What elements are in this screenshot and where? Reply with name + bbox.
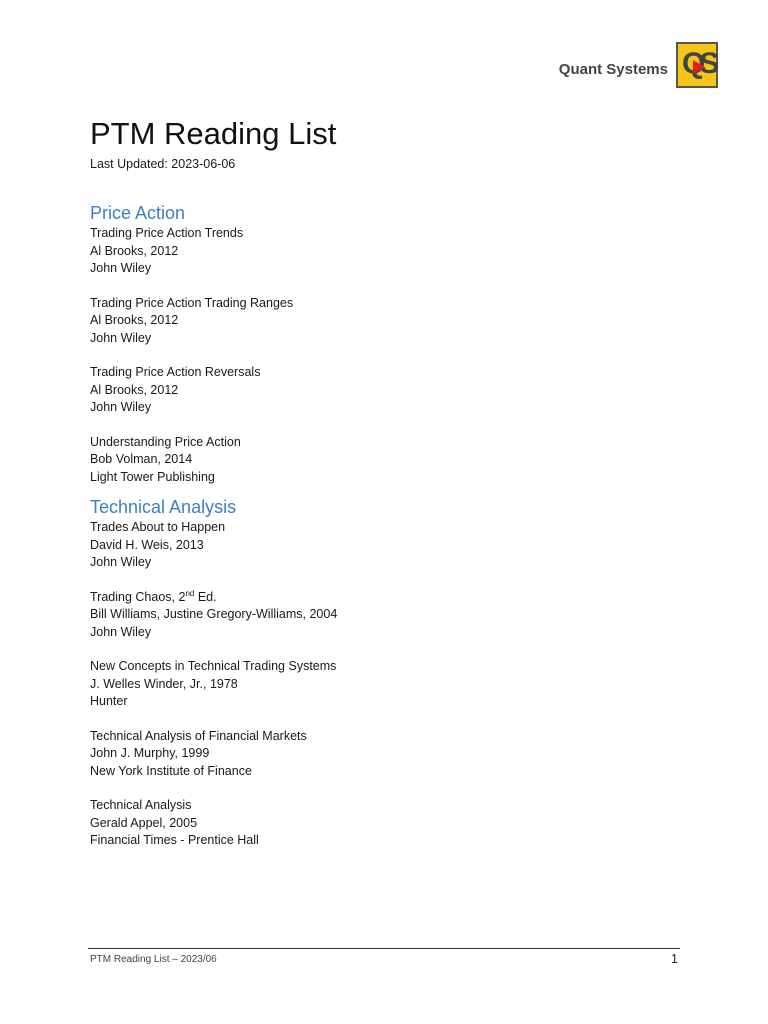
- book-author-year: Al Brooks, 2012: [90, 313, 179, 327]
- book-entry: [90, 434, 690, 487]
- book-title: Trades About to Happen: [90, 520, 226, 534]
- quant-systems-logo: [676, 42, 718, 88]
- book-title: Trading Price Action Trading Ranges: [90, 295, 294, 310]
- play-arrow-icon: [693, 60, 705, 74]
- brand-name: Quant Systems: [558, 60, 668, 78]
- book-publisher: John Wiley: [90, 624, 152, 639]
- book-entry: [90, 658, 690, 711]
- book-publisher: Hunter: [90, 694, 128, 708]
- book-title: Understanding Price Action: [90, 434, 241, 449]
- book-title-suffix: Ed.: [194, 589, 217, 604]
- book-publisher: John Wiley: [90, 400, 152, 414]
- book-title: Trading Price Action Reversals: [90, 365, 261, 379]
- book-author-year: John J. Murphy, 1999: [90, 746, 210, 760]
- book-entry: [90, 519, 690, 572]
- book-entry: [90, 225, 690, 278]
- book-title: Trading Price Action Trends: [90, 226, 244, 240]
- page-title: PTM Reading List: [90, 116, 337, 151]
- book-author-year: Al Brooks, 2012: [90, 382, 179, 397]
- book-publisher: New York Institute of Finance: [90, 763, 252, 778]
- book-title: [90, 589, 690, 607]
- brand-header: [559, 42, 718, 88]
- last-updated: Last Updated: 2023-06-06: [90, 157, 236, 171]
- page-number: 1: [671, 952, 678, 966]
- book-entry: [90, 364, 690, 417]
- book-entry: [90, 295, 690, 348]
- book-entry: [90, 589, 690, 642]
- book-title-superscript: nd: [185, 588, 195, 598]
- book-title: Technical Analysis: [90, 798, 192, 812]
- book-author-year: David H. Weis, 2013: [90, 537, 204, 552]
- footer-text: PTM Reading List – 2023/06: [90, 954, 217, 965]
- section-heading-technical-analysis: Technical Analysis: [90, 497, 237, 517]
- book-author-year: J. Welles Winder, Jr., 1978: [90, 676, 238, 691]
- section-heading-price-action: Price Action: [90, 203, 186, 223]
- book-publisher: John Wiley: [90, 261, 152, 275]
- book-entry: [90, 728, 690, 781]
- book-publisher: John Wiley: [90, 555, 152, 569]
- book-entry: [90, 797, 690, 850]
- logo-letters: QS: [682, 47, 714, 80]
- book-publisher: Financial Times - Prentice Hall: [90, 833, 259, 847]
- book-author-year: Bob Volman, 2014: [90, 452, 193, 466]
- book-publisher: Light Tower Publishing: [90, 469, 215, 484]
- book-author-year: Bill Williams, Justine Gregory-Williams, 2004: [90, 607, 338, 621]
- book-title: New Concepts in Technical Trading Systems: [90, 659, 337, 673]
- book-title: Technical Analysis of Financial Markets: [90, 728, 307, 743]
- footer-divider: [88, 948, 680, 949]
- book-author-year: Gerald Appel, 2005: [90, 815, 198, 830]
- book-publisher: John Wiley: [90, 330, 152, 345]
- book-title-main: Trading Chaos, 2: [90, 589, 186, 604]
- document-body: [90, 112, 690, 850]
- book-author-year: Al Brooks, 2012: [90, 243, 179, 258]
